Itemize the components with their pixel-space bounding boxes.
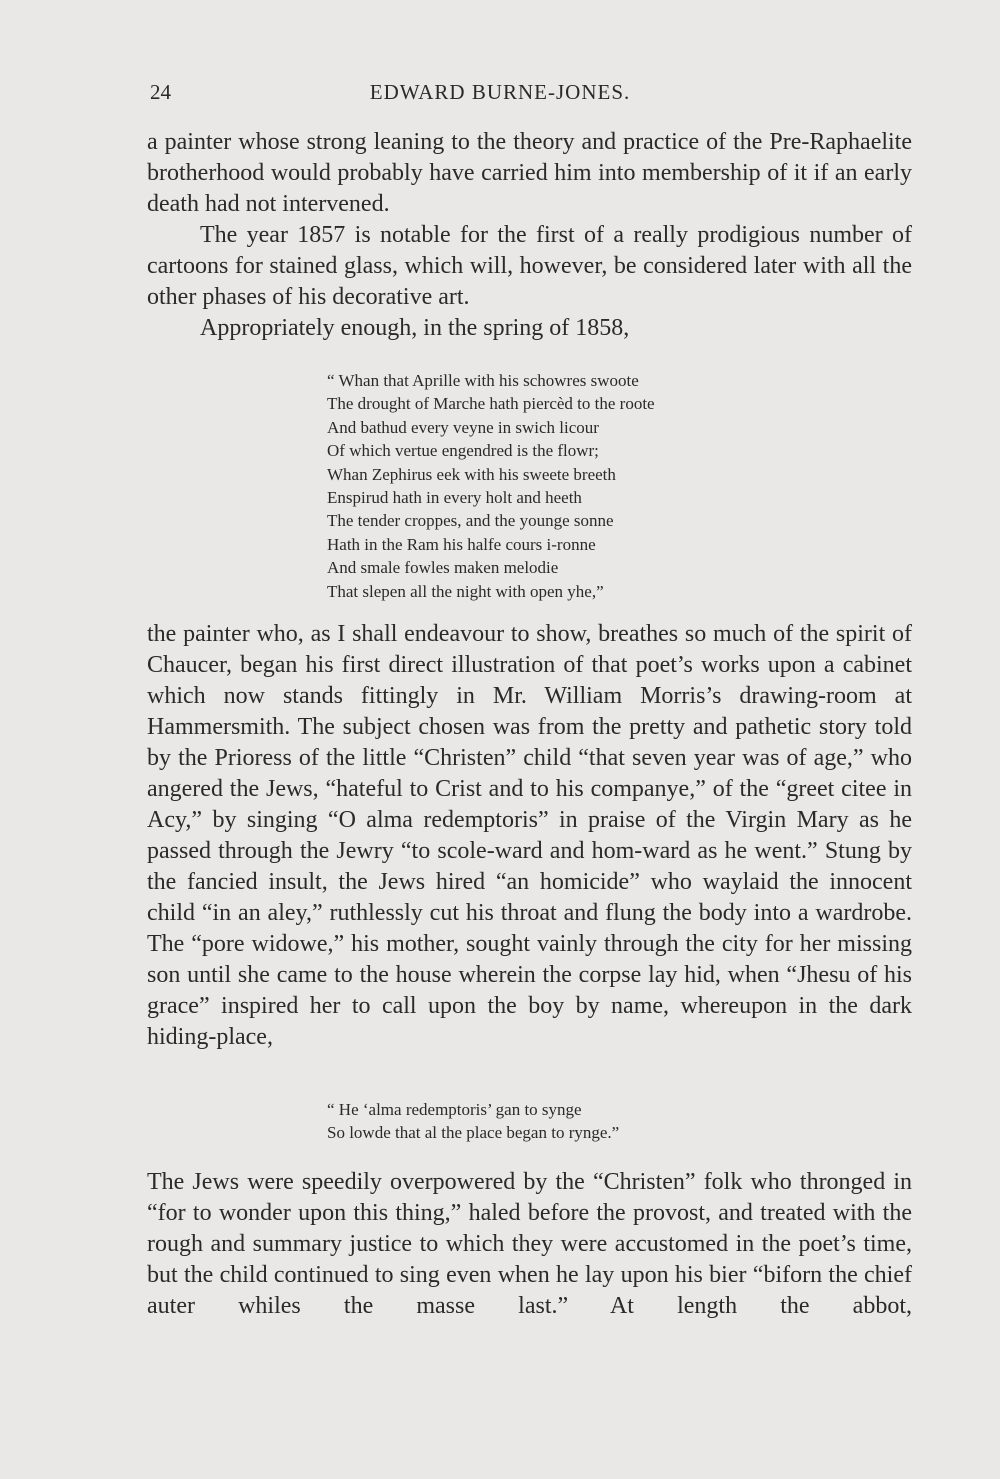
verse-line: “ He ‘alma redemptoris’ gan to synge: [327, 1100, 582, 1119]
page-number: 24: [150, 80, 171, 104]
verse-line: And smale fowles maken melodie: [327, 558, 559, 578]
paragraph-1857: The year 1857 is notable for the first of a really prodigious number of cartoons for stained glass, which will, however, be considered later with all the other phases of his decorative art.: [147, 222, 912, 310]
running-title: EDWARD BURNE-JONES.: [369, 80, 631, 104]
paragraph-1858: Appropriately enough, in the spring of 1858,: [200, 315, 630, 341]
prose-block-prioress-tale: [147, 619, 912, 1053]
verse-line: Whan Zephirus eek with his sweete breeth: [327, 464, 616, 484]
paragraph-prioress-tale: the painter who, as I shall endeavour to show, breathes so much of the spirit of Chaucer, began his first direct illustration of that poet’s works upon a cabinet which now stands fittingly in Mr. William Morris’s drawing-room at Hammersmith. The subject chosen was from the pretty and pathetic story told by the Prioress of the little “Christen” child “that seven year was of age,” who angered the Jews, “hateful to Crist and to his companye,” of the “greet citee in Acy,” by singing “O alma redemptoris” in praise of the Virgin Mary as he passed through the Jewry “to scole-ward and hom-ward as he went.” Stung by the fancied insult, the Jews hired “an homicide” who waylaid the innocent child “in an aley,” ruthlessly cut his throat and flung the body into a wardrobe. The “pore widowe,” his mother, sought vainly through the city for her missing son until she came to the house wherein the corpse lay hid, when “Jhesu of his grace” inspired her to call upon the boy by name, whereupon in the dark hiding-place,: [147, 621, 912, 1050]
verse-line: So lowde that al the place began to rynge.”: [327, 1123, 620, 1143]
paragraph-conclusion: The Jews were speedily overpowered by the “Christen” folk who thronged in “for to wonder upon this thing,” haled before the provost, and treated with the rough and summary justice to which they were accustomed in the poet’s time, but the child continued to sing even when he lay upon his bier “biforn the chief auter whiles the masse last.” At length the abbot,: [147, 1169, 912, 1319]
verse-line: And bathud every veyne in swich licour: [327, 417, 599, 437]
verse-line: That slepen all the night with open yhe,”: [327, 581, 604, 601]
verse-quote-prologue: [327, 369, 655, 603]
paragraph-continuation: a painter whose strong leaning to the theory and practice of the Pre-Raphaelite brotherhood would probably have carried him into membership of it if an early death had not intervened.: [147, 129, 912, 217]
verse-line: Of which vertue engendred is the flowr;: [327, 441, 599, 461]
verse-line: The drought of Marche hath piercèd to the roote: [327, 394, 655, 414]
verse-line: Hath in the Ram his halfe cours i-ronne: [327, 534, 596, 554]
running-head: [0, 80, 1000, 114]
verse-line: Enspirud hath in every holt and heeth: [327, 488, 582, 508]
prose-block-conclusion: [147, 1167, 912, 1322]
verse-line: The tender croppes, and the younge sonne: [327, 511, 614, 531]
verse-quote-alma-redemptoris: [327, 1098, 619, 1145]
prose-block-opening: [147, 127, 912, 344]
verse-line: “ Whan that Aprille with his schowres swoote: [327, 371, 639, 390]
